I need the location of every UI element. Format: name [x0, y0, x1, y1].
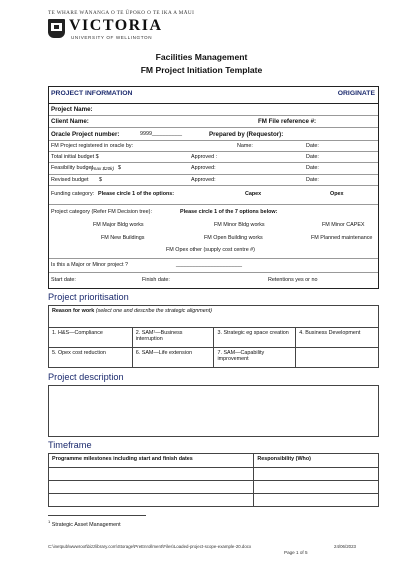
funding-category-row[interactable]: [49, 186, 378, 205]
project-name-label: Project Name:: [51, 106, 93, 113]
milestone-cell[interactable]: [49, 468, 254, 481]
revised-budget-label: Revised budget: [51, 177, 89, 183]
milestones-header: Programme milestones including start and finish dates: [49, 454, 254, 468]
feasibility-date-label: Date:: [306, 165, 319, 171]
fm-file-reference-label: FM File reference #:: [258, 118, 317, 125]
funding-category-label: Funding category:: [51, 191, 95, 197]
major-minor-answer[interactable]: ______________________: [176, 262, 242, 268]
finish-date-label: Finish date:: [142, 277, 170, 283]
start-date-label: Start date:: [51, 277, 76, 283]
priority-option[interactable]: 5. Opex cost reduction: [49, 348, 133, 368]
project-category-label: Project category (Refer FM Decision tree):: [51, 209, 152, 215]
feasibility-approved-label: Approved:: [191, 165, 216, 171]
revised-date-label: Date:: [306, 177, 319, 183]
dates-row[interactable]: [49, 273, 378, 289]
project-information-form: [48, 86, 379, 289]
oracle-project-number-label: Oracle Project number:: [51, 131, 120, 138]
registered-date-label: Date:: [306, 143, 319, 149]
revised-budget-row[interactable]: [49, 175, 378, 186]
oracle-project-number-value[interactable]: 9999__________: [140, 131, 182, 137]
capex-option[interactable]: Capex: [245, 191, 262, 197]
project-information-heading: PROJECT INFORMATION: [51, 90, 133, 97]
university-header: [48, 10, 378, 40]
footnote-number: 1: [48, 519, 51, 524]
prioritisation-table: [48, 305, 379, 368]
option-open-building[interactable]: FM Open Building works: [204, 235, 263, 241]
revised-approved-label: Approved:: [191, 177, 216, 183]
priority-option[interactable]: 1. H&S—Compliance: [49, 328, 133, 348]
university-subtitle: UNIVERSITY OF WELLINGTON: [71, 35, 153, 40]
university-motto: TE WHARE WĀNANGA O TE ŪPOKO O TE IKA A MĀUI: [48, 10, 195, 16]
option-planned-maintenance[interactable]: FM Planned maintenance: [311, 235, 373, 241]
feasibility-dollar: $: [118, 165, 121, 171]
milestone-cell[interactable]: [49, 494, 254, 507]
priority-option[interactable]: [296, 348, 379, 368]
milestone-cell[interactable]: [49, 481, 254, 494]
document-subtitle: FM Project Initiation Template: [140, 65, 263, 75]
priority-option[interactable]: 2. SAM¹—Business interruption: [132, 328, 214, 348]
option-minor-capex[interactable]: FM Minor CAPEX: [322, 222, 365, 228]
footer-page-number: Page 1 of 5: [284, 550, 308, 555]
prioritisation-title: Project prioritisation: [48, 292, 129, 302]
document-title: Facilities Management: [155, 52, 248, 62]
responsibility-header: Responsibility (Who): [254, 454, 379, 468]
reason-instruction: (select one and describe the strategic alignment): [95, 308, 213, 314]
retentions-label: Retentions yes or no: [268, 277, 318, 283]
description-title: Project description: [48, 372, 124, 382]
registered-in-oracle-label: FM Project registered in oracle by:: [51, 143, 134, 149]
footer-date: 24/06/2023: [334, 544, 356, 549]
info-heading-row: [49, 87, 378, 104]
originate-heading: ORIGINATE: [337, 90, 375, 97]
feasibility-budget-label: Feasibility budget: [51, 165, 93, 171]
reason-label: Reason for work: [52, 308, 95, 314]
crest-icon: [48, 19, 65, 38]
footer-file-path: C:\inetpub\wwwroot\bizzlibrary.com\Storage\PreEnrollment\Files\Loaded-project-scope-example-20.docx: [48, 544, 252, 549]
client-name-label: Client Name:: [51, 118, 89, 125]
footnote: [48, 519, 121, 528]
timeframe-table: [48, 453, 379, 507]
major-minor-question: Is this a Major or Minor project ?: [51, 262, 128, 268]
responsibility-cell[interactable]: [254, 468, 379, 481]
total-budget-label: Total initial budget $: [51, 154, 99, 160]
project-description-field[interactable]: [48, 385, 379, 437]
university-name: VICTORIA: [69, 17, 163, 34]
major-minor-row[interactable]: [49, 259, 378, 273]
responsibility-cell[interactable]: [254, 481, 379, 494]
oracle-row[interactable]: [49, 128, 378, 141]
priority-option[interactable]: 3. Strategic eg space creation: [214, 328, 296, 348]
feasibility-max-note: (max $20k): [91, 165, 114, 171]
priority-option[interactable]: 6. SAM—Life extension: [132, 348, 214, 368]
option-new-buildings[interactable]: FM New Buildings: [101, 235, 145, 241]
timeframe-title: Timeframe: [48, 440, 92, 450]
total-approved-label: Approved :: [191, 154, 218, 160]
priority-option[interactable]: 4. Business Development: [296, 328, 379, 348]
priority-option[interactable]: 7. SAM—Capability improvement: [214, 348, 296, 368]
option-major-bldg[interactable]: FM Major Bldg works: [93, 222, 144, 228]
opex-option[interactable]: Opex: [330, 191, 344, 197]
project-category-row[interactable]: [49, 205, 378, 259]
option-opex-other[interactable]: FM Opex other (supply cost centre #): [166, 247, 255, 253]
responsibility-cell[interactable]: [254, 494, 379, 507]
registered-name-label: Name:: [237, 143, 253, 149]
category-instruction: Please circle 1 of the 7 options below:: [180, 209, 278, 215]
reason-for-work-cell: [49, 306, 379, 328]
total-budget-row[interactable]: [49, 152, 378, 163]
revised-dollar: $: [99, 177, 102, 183]
prepared-by-label: Prepared by (Requestor):: [209, 131, 284, 138]
feasibility-budget-row[interactable]: [49, 163, 378, 175]
project-name-row[interactable]: [49, 104, 378, 116]
footnote-text: Strategic Asset Management: [51, 521, 121, 528]
total-date-label: Date:: [306, 154, 319, 160]
footnote-divider: [48, 515, 146, 516]
funding-instruction: Please circle 1 of the options:: [98, 191, 175, 197]
client-name-row[interactable]: [49, 116, 378, 128]
registered-row[interactable]: [49, 141, 378, 152]
option-minor-bldg[interactable]: FM Minor Bldg works: [214, 222, 265, 228]
